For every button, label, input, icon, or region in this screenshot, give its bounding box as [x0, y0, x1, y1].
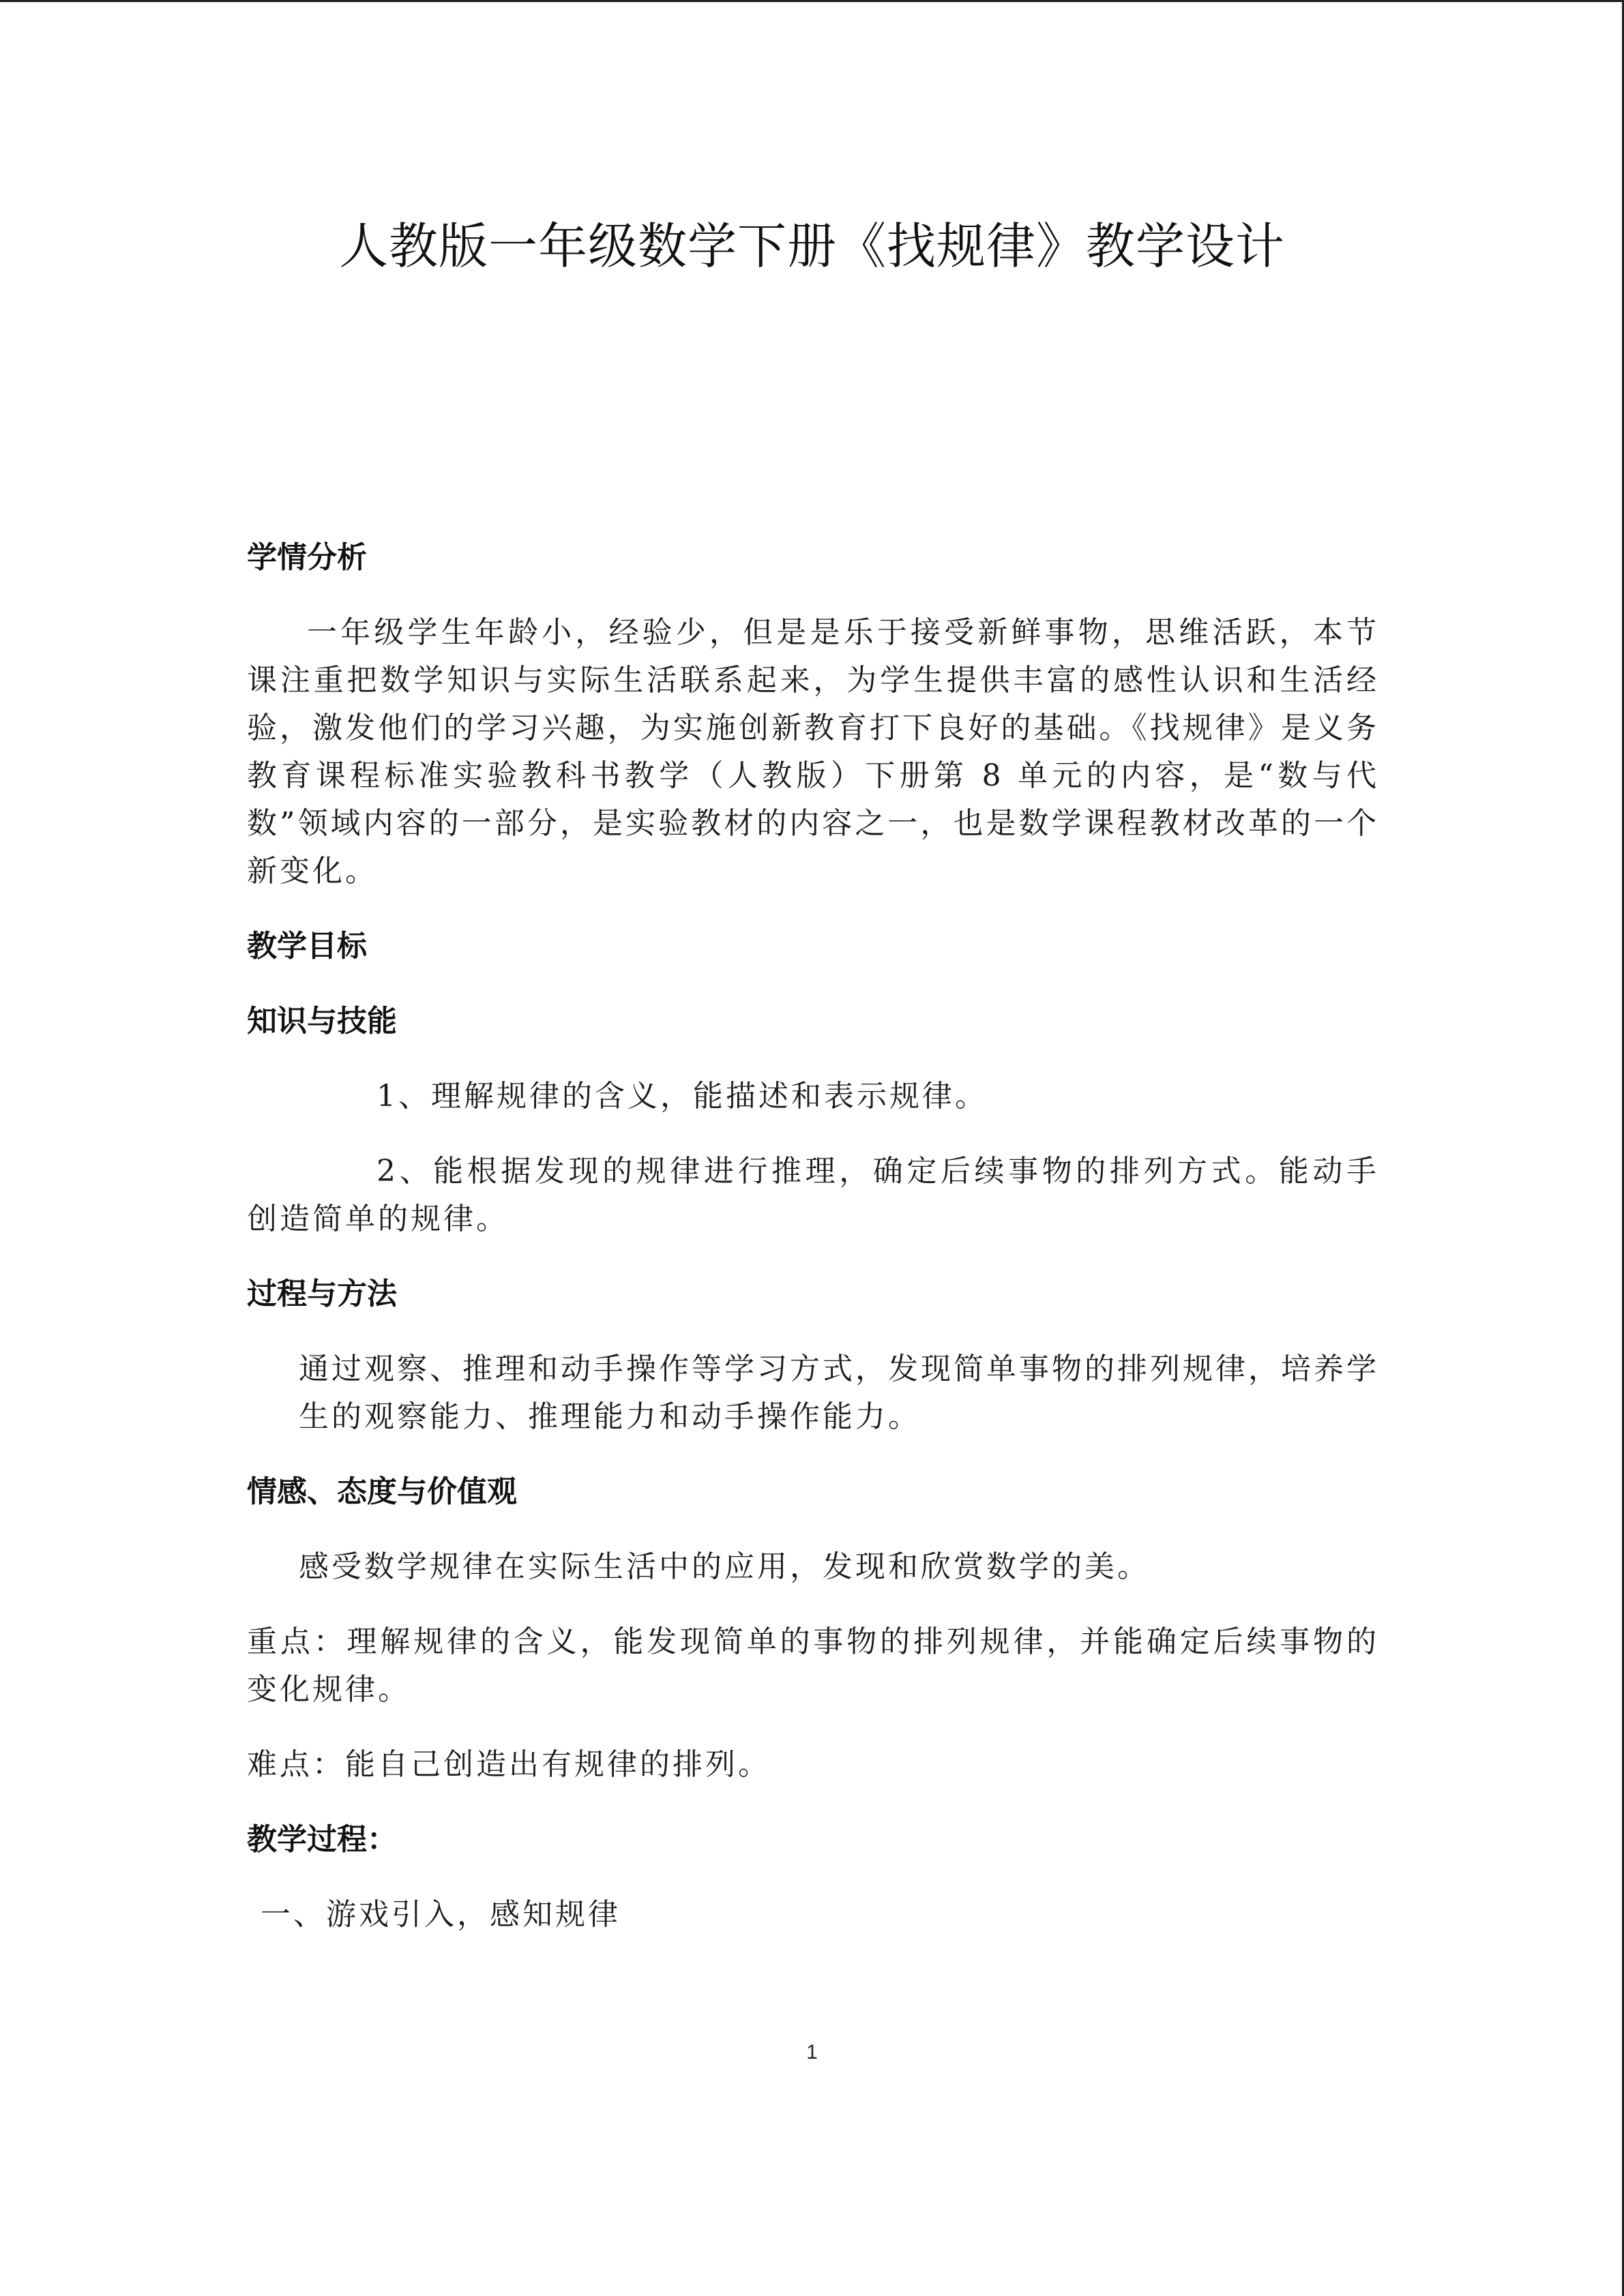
key-point: 重点：理解规律的含义，能发现简单的事物的排列规律，并能确定后续事物的变化规律。	[247, 1624, 1379, 1707]
difficulty-point: 难点：能自己创造出有规律的排列。	[247, 1747, 771, 1782]
paragraph-student-analysis: 一年级学生年龄小，经验少，但是是乐于接受新鲜事物，思维活跃，本节课注重把数学知识与实际生活联系起来，为学生提供丰富的感性认识和生活经验，激发他们的学习兴趣，为实施创新教育打下良好的基础。《找规律》是义务教育课程标准实验教科书教学（人教版）下册第 8 单元的内容，是“数与代数”领域内容的一部分，是实验教材的内容之一，也是数学课程教材改革的一个新变化。	[247, 615, 1379, 889]
knowledge-item-1: 1、理解规律的含义，能描述和表示规律。	[377, 1079, 988, 1114]
process-step-1: 一、游戏引入，感知规律	[261, 1897, 621, 1932]
heading-knowledge-skills: 知识与技能	[247, 1004, 397, 1039]
page-number: 1	[806, 2041, 818, 2063]
document-body	[247, 534, 1379, 1966]
knowledge-item-2: 2、能根据发现的规律进行推理，确定后续事物的排列方式。能动手创造简单的规律。	[247, 1154, 1379, 1236]
heading-teaching-process: 教学过程：	[247, 1822, 397, 1857]
paragraph-emotion-values: 感受数学规律在实际生活中的应用，发现和欣赏数学的美。	[299, 1549, 1150, 1584]
heading-teaching-goals: 教学目标	[247, 929, 367, 964]
document-title: 人教版一年级数学下册《找规律》教学设计	[338, 218, 1285, 275]
heading-process-methods: 过程与方法	[247, 1277, 397, 1311]
paragraph-process-methods: 通过观察、推理和动手操作等学习方式，发现简单事物的排列规律，培养学生的观察能力、推理能力和动手操作能力。	[299, 1352, 1379, 1434]
heading-student-analysis: 学情分析	[247, 540, 367, 575]
heading-emotion-values: 情感、态度与价值观	[247, 1474, 517, 1509]
